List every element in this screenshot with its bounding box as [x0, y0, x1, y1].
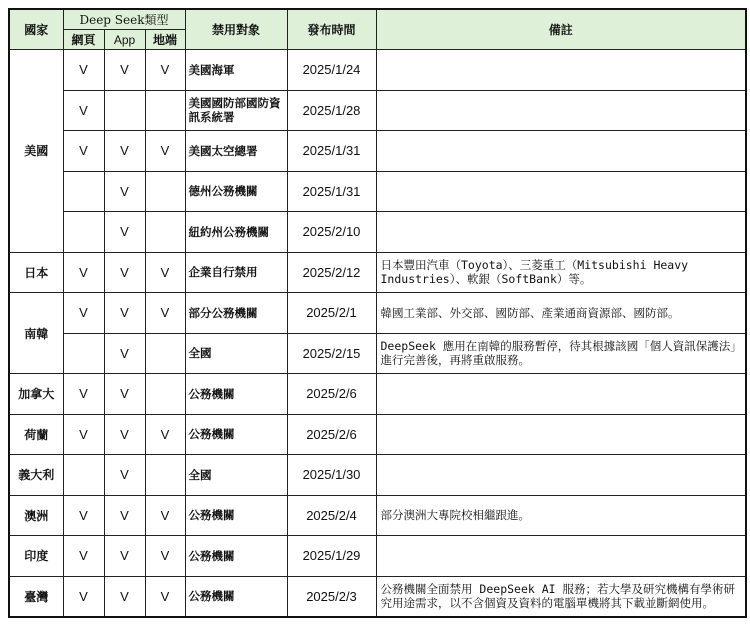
- date-cell: 2025/2/6: [287, 374, 376, 415]
- date-cell: 2025/2/3: [287, 576, 376, 617]
- app-check: V: [104, 293, 145, 334]
- table-row: [9, 374, 746, 415]
- onprem-check: V: [145, 252, 185, 293]
- country-cell: 澳洲: [9, 495, 63, 536]
- note-cell: 部分澳洲大專院校相繼跟進。: [376, 495, 746, 536]
- table-row: [9, 171, 746, 212]
- app-check: V: [104, 495, 145, 536]
- header-onprem: 地端: [145, 30, 185, 50]
- date-cell: 2025/1/30: [287, 455, 376, 496]
- onprem-check: [145, 171, 185, 212]
- table-row: [9, 90, 746, 131]
- date-cell: 2025/1/24: [287, 50, 376, 91]
- app-check: V: [104, 333, 145, 374]
- header-app: App: [104, 30, 145, 50]
- onprem-check: V: [145, 536, 185, 577]
- date-cell: 2025/2/10: [287, 212, 376, 253]
- onprem-check: [145, 455, 185, 496]
- onprem-check: V: [145, 131, 185, 172]
- onprem-check: [145, 90, 185, 131]
- note-cell: [376, 171, 746, 212]
- deepseek-ban-table: [8, 8, 747, 618]
- table-row: [9, 414, 746, 455]
- table-row: [9, 131, 746, 172]
- app-check: V: [104, 374, 145, 415]
- onprem-check: V: [145, 293, 185, 334]
- note-cell: [376, 536, 746, 577]
- onprem-check: [145, 374, 185, 415]
- web-check: V: [63, 252, 104, 293]
- target-cell: 全國: [185, 455, 287, 496]
- app-check: V: [104, 131, 145, 172]
- target-cell: 德州公務機關: [185, 171, 287, 212]
- app-check: V: [104, 171, 145, 212]
- web-check: V: [63, 374, 104, 415]
- note-cell: DeepSeek 應用在南韓的服務暫停，待其根據該國「個人資訊保護法」進行完善後，再將重啟服務。: [376, 333, 746, 374]
- note-cell: 韓國工業部、外交部、國防部、產業通商資源部、國防部。: [376, 293, 746, 334]
- target-cell: 公務機關: [185, 536, 287, 577]
- date-cell: 2025/2/1: [287, 293, 376, 334]
- table-row: [9, 293, 746, 334]
- target-cell: 企業自行禁用: [185, 252, 287, 293]
- note-cell: [376, 455, 746, 496]
- target-cell: 公務機關: [185, 495, 287, 536]
- table-row: [9, 576, 746, 617]
- date-cell: 2025/1/31: [287, 131, 376, 172]
- web-check: V: [63, 576, 104, 617]
- country-cell: 臺灣: [9, 576, 63, 617]
- date-cell: 2025/1/28: [287, 90, 376, 131]
- note-cell: 公務機關全面禁用 DeepSeek AI 服務；若大學及研究機構有學術研究用途需求，以不含個資及資料的電腦單機將其下載並斷網使用。: [376, 576, 746, 617]
- header-date: 發布時間: [287, 9, 376, 50]
- onprem-check: [145, 333, 185, 374]
- note-cell: [376, 414, 746, 455]
- app-check: V: [104, 252, 145, 293]
- date-cell: 2025/2/4: [287, 495, 376, 536]
- note-cell: [376, 50, 746, 91]
- header-note: 備註: [376, 9, 746, 50]
- onprem-check: V: [145, 414, 185, 455]
- date-cell: 2025/2/12: [287, 252, 376, 293]
- country-cell: 南韓: [9, 293, 63, 374]
- header-target: 禁用對象: [185, 9, 287, 50]
- country-cell: 荷蘭: [9, 414, 63, 455]
- app-check: [104, 90, 145, 131]
- table-row: [9, 50, 746, 91]
- note-cell: [376, 374, 746, 415]
- app-check: V: [104, 576, 145, 617]
- web-check: V: [63, 90, 104, 131]
- web-check: V: [63, 293, 104, 334]
- target-cell: 公務機關: [185, 414, 287, 455]
- web-check: V: [63, 414, 104, 455]
- onprem-check: V: [145, 576, 185, 617]
- table-row: [9, 252, 746, 293]
- date-cell: 2025/1/29: [287, 536, 376, 577]
- table-row: [9, 495, 746, 536]
- app-check: V: [104, 414, 145, 455]
- header-type: Deep Seek類型: [63, 9, 185, 30]
- table-row: [9, 536, 746, 577]
- header-web: 網頁: [63, 30, 104, 50]
- country-cell: 加拿大: [9, 374, 63, 415]
- app-check: V: [104, 50, 145, 91]
- web-check: [63, 171, 104, 212]
- target-cell: 部分公務機關: [185, 293, 287, 334]
- country-cell: 印度: [9, 536, 63, 577]
- target-cell: 美國太空總署: [185, 131, 287, 172]
- country-cell: 義大利: [9, 455, 63, 496]
- date-cell: 2025/2/15: [287, 333, 376, 374]
- note-cell: 日本豐田汽車（Toyota）、三菱重工（Mitsubishi Heavy Industries）、軟銀（SoftBank）等。: [376, 252, 746, 293]
- target-cell: 公務機關: [185, 374, 287, 415]
- note-cell: [376, 131, 746, 172]
- note-cell: [376, 212, 746, 253]
- web-check: V: [63, 495, 104, 536]
- target-cell: 公務機關: [185, 576, 287, 617]
- web-check: [63, 212, 104, 253]
- web-check: V: [63, 536, 104, 577]
- onprem-check: V: [145, 495, 185, 536]
- onprem-check: V: [145, 50, 185, 91]
- onprem-check: [145, 212, 185, 253]
- table-row: [9, 455, 746, 496]
- app-check: V: [104, 212, 145, 253]
- country-cell: 美國: [9, 50, 63, 253]
- note-cell: [376, 90, 746, 131]
- target-cell: 紐約州公務機關: [185, 212, 287, 253]
- app-check: V: [104, 455, 145, 496]
- app-check: V: [104, 536, 145, 577]
- web-check: [63, 455, 104, 496]
- header-country: 國家: [9, 9, 63, 50]
- web-check: [63, 333, 104, 374]
- country-cell: 日本: [9, 252, 63, 293]
- date-cell: 2025/2/6: [287, 414, 376, 455]
- table-row: [9, 212, 746, 253]
- target-cell: 美國海軍: [185, 50, 287, 91]
- date-cell: 2025/1/31: [287, 171, 376, 212]
- table-row: [9, 333, 746, 374]
- target-cell: 全國: [185, 333, 287, 374]
- target-cell: 美國國防部國防資訊系統署: [185, 90, 287, 131]
- web-check: V: [63, 50, 104, 91]
- web-check: V: [63, 131, 104, 172]
